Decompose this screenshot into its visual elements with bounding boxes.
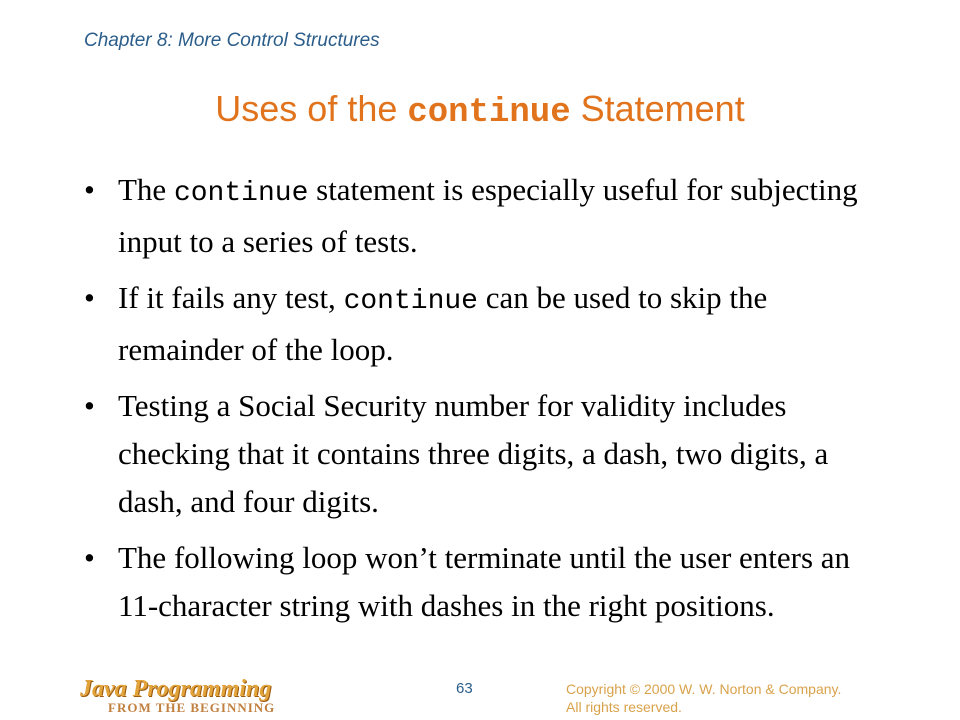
copyright-notice [566,680,841,716]
bullet-code: continue [343,286,478,317]
bullet-item-2 [84,274,884,374]
bullet-item-1 [84,166,884,266]
bullet-dot: • [84,172,95,207]
copyright-line-1: Copyright © 2000 W. W. Norton & Company. [566,681,842,697]
bullet-text: Testing a Social Security number for validity includes checking that it contains three digits, a dash, two digits, a dash, and four digits. [118,388,829,519]
bullet-dot: • [84,540,95,575]
slide-title [0,88,960,132]
bullet-dot: • [84,280,95,315]
bullet-text-before: If it fails any test, [118,280,344,315]
title-suffix: Statement [570,88,745,129]
bullet-text-after: can be used to skip the remainder of the loop. [118,280,768,367]
book-brand-logo [80,676,275,716]
bullet-item-3 [84,382,884,526]
bullet-code: continue [173,178,309,209]
bullet-list [84,166,884,638]
brand-subtitle: FROM THE BEGINNING [108,700,276,715]
copyright-line-2: All rights reserved. [566,699,682,715]
bullet-text: The following loop won’t terminate until the user enters an 11-character string with dashes in the right positions. [118,540,851,623]
bullet-item-4 [84,534,884,630]
title-prefix: Uses of the [215,88,408,129]
bullet-text-after: statement is especially useful for subjecting input to a series of tests. [118,172,858,259]
bullet-dot: • [84,388,95,423]
bullet-text-before: The [118,172,174,207]
title-code: continue [407,94,571,132]
page-number: 63 [456,680,473,697]
chapter-heading: Chapter 8: More Control Structures [84,30,380,51]
brand-title: Java Programming [80,676,272,702]
